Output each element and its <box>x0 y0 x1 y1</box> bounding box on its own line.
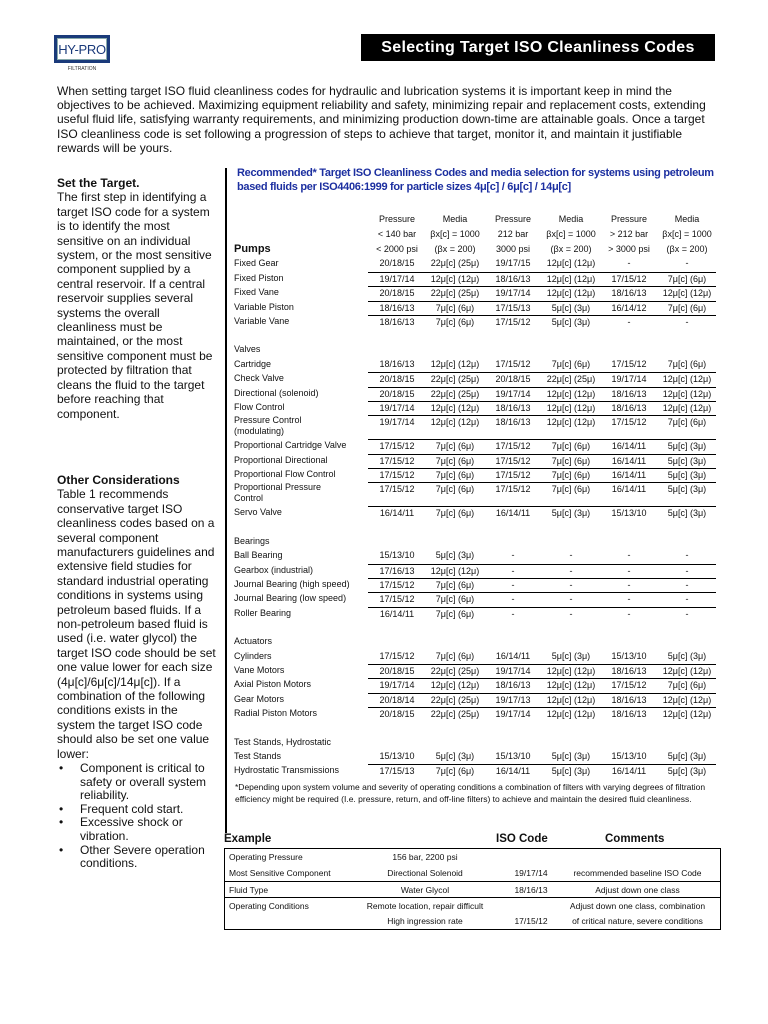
table-cell: 18/16/13 <box>368 301 426 315</box>
table-row <box>234 454 716 468</box>
table-cell: 12μ[c] (12μ) <box>658 664 716 678</box>
table-cell: 12μ[c] (12μ) <box>426 401 484 415</box>
component-name: Cylinders <box>234 650 272 661</box>
example-cell: Water Glycol <box>400 884 450 895</box>
table-cell: - <box>658 592 716 606</box>
table-cell: 5μ[c] (3μ) <box>658 764 716 778</box>
table-cell: 16/14/11 <box>600 439 658 453</box>
header-line: < 2000 psi <box>376 244 418 254</box>
page-title: Selecting Target ISO Cleanliness Codes <box>361 34 715 61</box>
table-cell: 17/15/12 <box>379 650 415 661</box>
logo-text: HY-PRO <box>58 41 106 57</box>
component-name: Hydrostatic Transmissions <box>234 765 340 776</box>
table-row <box>234 764 716 778</box>
table-cell: - <box>600 592 658 606</box>
logo-subtitle: FILTRATION <box>67 66 97 72</box>
table-cell: 19/17/14 <box>484 707 542 721</box>
table-cell: 7μ[c] (6μ) <box>542 454 600 468</box>
table-cell: 17/15/12 <box>368 468 426 482</box>
table-cell: 16/14/11 <box>600 454 658 468</box>
example-cell: Operating Pressure <box>229 852 303 862</box>
example-heading: Example <box>224 833 272 845</box>
table-cell: 7μ[c] (6μ) <box>658 301 716 315</box>
group-name: Valves <box>234 344 261 355</box>
list-item: • Frequent cold start. <box>57 803 217 817</box>
table-cell: 12μ[c] (12μ) <box>542 678 600 692</box>
table-cell: 19/17/14 <box>484 664 542 678</box>
example-cell: recommended baseline ISO Code <box>573 868 702 878</box>
set-target-text: The first step in identifying a target ISO code for a system is to identify the most sensitive on an individual system, or the most sensitive component supplied by a central reservoir. If a central reservoir supplies several systems the overall cleanliness must be maintained, or the most sensitive component must be protected by filtration that cleans the fluid to the target before reaching that component. <box>57 190 213 421</box>
table-cell: 15/13/10 <box>495 750 531 761</box>
table-cell: 17/15/12 <box>495 358 531 369</box>
table-row <box>234 607 716 621</box>
table-cell: 5μ[c] (3μ) <box>551 650 591 661</box>
component-name: Proportional Directional <box>234 454 328 465</box>
component-name: Flow Control <box>234 401 285 412</box>
header-line: Media <box>442 214 468 224</box>
table-row <box>234 578 716 592</box>
example-cell: 18/16/13 <box>514 884 548 895</box>
table-cell: 5μ[c] (3μ) <box>542 506 600 520</box>
table-cell: 22μ[c] (25μ) <box>426 707 484 721</box>
component-name: Servo Valve <box>234 507 282 518</box>
table-cell: 7μ[c] (6μ) <box>426 439 484 453</box>
example-cell: 19/17/14 <box>514 868 548 878</box>
table-cell: 16/14/11 <box>368 506 426 520</box>
table-cell: 12μ[c] (12μ) <box>426 678 484 692</box>
table-row <box>234 387 716 401</box>
table-cell: 5μ[c] (3μ) <box>435 550 475 561</box>
conditions-list <box>57 762 217 871</box>
table-cell: 12μ[c] (12μ) <box>542 415 600 439</box>
example-cell: Adjust down one class <box>595 884 680 895</box>
table-cell: 17/15/12 <box>484 439 542 453</box>
table-cell: 7μ[c] (6μ) <box>426 482 484 506</box>
table-cell: - <box>484 607 542 621</box>
table-cell: 7μ[c] (6μ) <box>426 454 484 468</box>
table-cell: - <box>569 550 573 561</box>
table-cell: 17/15/12 <box>368 439 426 453</box>
group-heading <box>234 635 716 649</box>
table-title: Recommended* Target ISO Cleanliness Codes and media selection for systems using petroleum based fluids per ISO4406:1999 for particle sizes 4μ[c] / 6μ[c] / 14μ[c] <box>237 167 714 193</box>
table-cell: 22μ[c] (25μ) <box>542 372 600 386</box>
component-name: Variable Vane <box>234 315 290 326</box>
table-cell: 19/17/13 <box>484 693 542 707</box>
example-cell: of critical nature, severe conditions <box>572 916 703 926</box>
table-cell: - <box>600 315 658 329</box>
group-name: Test Stands, Hydrostatic <box>234 736 332 747</box>
table-cell: - <box>542 592 600 606</box>
table-cell: 7μ[c] (6μ) <box>426 315 484 329</box>
component-name: Axial Piston Motors <box>234 679 312 690</box>
table-cell: 12μ[c] (12μ) <box>658 387 716 401</box>
table-cell: 7μ[c] (6μ) <box>542 468 600 482</box>
table-cell: - <box>627 258 631 269</box>
table-cell: 20/18/15 <box>379 258 415 269</box>
component-name: Proportional Flow Control <box>234 469 336 480</box>
component-name: Journal Bearing (low speed) <box>234 593 347 604</box>
table-cell: 12μ[c] (12μ) <box>426 415 484 439</box>
table-cell: 18/16/13 <box>600 401 658 415</box>
table-cell: 12μ[c] (12μ) <box>658 693 716 707</box>
header-line: > 3000 psi <box>608 244 650 254</box>
table-cell: 17/15/12 <box>484 468 542 482</box>
header-line: 3000 psi <box>495 244 531 254</box>
group-spacer <box>234 521 716 535</box>
table-cell: 7μ[c] (6μ) <box>435 650 475 661</box>
header-line: βx[c] = 1000 <box>662 229 712 239</box>
table-cell: 18/16/13 <box>600 707 658 721</box>
header-line: 212 bar <box>497 229 529 239</box>
table-cell: 17/15/12 <box>368 592 426 606</box>
table-cell: 12μ[c] (12μ) <box>430 358 480 369</box>
component-name: Gearbox (industrial) <box>234 564 314 575</box>
table-cell: 5μ[c] (3μ) <box>667 750 707 761</box>
component-name: Ball Bearing <box>234 550 283 561</box>
table-cell: 5μ[c] (3μ) <box>435 750 475 761</box>
table-cell: 17/16/13 <box>368 564 426 578</box>
table-cell: 7μ[c] (6μ) <box>658 678 716 692</box>
example-cell: 156 bar, 2200 psi <box>392 852 458 862</box>
component-name: Pressure Control (modulating) <box>234 415 302 437</box>
left-column <box>57 176 217 871</box>
table-cell: - <box>542 607 600 621</box>
table-cell: 17/15/12 <box>368 482 426 506</box>
table-cell: 18/16/13 <box>484 272 542 286</box>
group-name: Pumps <box>234 243 271 255</box>
table-cell: 12μ[c] (12μ) <box>658 401 716 415</box>
table-cell: - <box>484 592 542 606</box>
group-spacer <box>234 722 716 736</box>
table-row <box>234 439 716 453</box>
component-name: Roller Bearing <box>234 607 292 618</box>
group-heading <box>234 736 716 750</box>
table-cell: 22μ[c] (25μ) <box>430 258 480 269</box>
table-row <box>234 549 716 563</box>
table-cell: 18/16/13 <box>484 401 542 415</box>
hy-pro-logo <box>54 35 110 63</box>
table-cell: 12μ[c] (12μ) <box>542 401 600 415</box>
table-cell: 19/17/14 <box>484 387 542 401</box>
example-cell: Operating Conditions <box>229 900 309 911</box>
table-cell: 15/13/10 <box>379 750 415 761</box>
table-cell: 18/16/13 <box>484 678 542 692</box>
header-line: Pressure <box>378 214 415 224</box>
table-row <box>234 401 716 415</box>
table-cell: 19/17/14 <box>368 401 426 415</box>
group-heading <box>234 535 716 549</box>
component-name: Proportional Cartridge Valve <box>234 440 347 451</box>
table-cell: 7μ[c] (6μ) <box>667 358 707 369</box>
iso-code-heading: ISO Code <box>496 833 548 845</box>
table-cell: 7μ[c] (6μ) <box>426 506 484 520</box>
header-line: < 140 bar <box>377 229 417 239</box>
table-row <box>234 664 716 678</box>
group-heading <box>234 343 716 357</box>
header-line: (βx = 200) <box>550 244 592 254</box>
component-name: Proportional Pressure Control <box>234 482 322 504</box>
table-cell: 5μ[c] (3μ) <box>658 506 716 520</box>
table-cell: 16/14/12 <box>600 301 658 315</box>
table-cell: - <box>627 550 631 561</box>
table-cell: - <box>542 564 600 578</box>
header-line: > 212 bar <box>609 229 649 239</box>
table-cell: 7μ[c] (6μ) <box>426 592 484 606</box>
other-considerations-text: Table 1 recommends conservative target ISO cleanliness codes based on a several component manufacturers guidelines and extensive field studies for standard industrial operating conditions in systems using petroleum based fluids. If a non-petroleum based fluid is used (i.e. water glycol) the target ISO code should be set one value lower for each size (4μ[c]/6μ[c]/14μ[c]). If a combination of the following conditions exists in the system the target ISO code should also be set one value lower: <box>57 487 216 761</box>
table-row <box>234 506 716 520</box>
table-cell: 18/16/13 <box>600 387 658 401</box>
component-name: Journal Bearing (high speed) <box>234 579 350 590</box>
table-cell: 22μ[c] (25μ) <box>426 286 484 300</box>
table-cell: 16/14/11 <box>495 650 531 661</box>
example-row <box>225 897 720 913</box>
table-cell: 19/17/14 <box>368 272 426 286</box>
component-name: Check Valve <box>234 373 284 384</box>
table-cell: 5μ[c] (3μ) <box>542 301 600 315</box>
table-cell: 15/13/10 <box>611 750 647 761</box>
header-line: βx[c] = 1000 <box>430 229 480 239</box>
component-name: Directional (solenoid) <box>234 387 319 398</box>
group-name: Bearings <box>234 535 270 546</box>
header-line: Pressure <box>610 214 647 224</box>
table-cell: 5μ[c] (3μ) <box>551 750 591 761</box>
table-cell: 22μ[c] (25μ) <box>426 664 484 678</box>
table-cell: 17/15/12 <box>600 272 658 286</box>
table-cell: 12μ[c] (12μ) <box>542 664 600 678</box>
table-cell: 5μ[c] (3μ) <box>658 454 716 468</box>
table-cell: 17/15/13 <box>484 301 542 315</box>
table-cell: 18/16/13 <box>600 286 658 300</box>
list-item: • Excessive shock or vibration. <box>57 816 217 843</box>
table-cell: 19/17/14 <box>600 372 658 386</box>
table-cell: 12μ[c] (12μ) <box>426 272 484 286</box>
table-cell: 7μ[c] (6μ) <box>426 607 484 621</box>
table-cell: 12μ[c] (12μ) <box>658 372 716 386</box>
table-cell: 20/18/14 <box>368 693 426 707</box>
table-cell: - <box>658 315 716 329</box>
header-line: (βx = 200) <box>434 244 476 254</box>
list-item: • Component is critical to safety or overall system reliability. <box>57 762 217 803</box>
iso-code-table <box>234 243 716 779</box>
table-row <box>234 272 716 286</box>
table-cell: 18/16/13 <box>379 358 415 369</box>
table-cell: 5μ[c] (3μ) <box>658 439 716 453</box>
table-cell: 16/14/11 <box>484 506 542 520</box>
table-cell: 12μ[c] (12μ) <box>542 693 600 707</box>
table-cell: 20/18/15 <box>368 372 426 386</box>
table-cell: 16/14/11 <box>600 482 658 506</box>
table-row <box>234 482 716 506</box>
table-cell: - <box>658 564 716 578</box>
table-cell: 19/17/14 <box>484 286 542 300</box>
example-cell: High ingression rate <box>387 916 463 926</box>
example-row <box>225 881 720 897</box>
example-cell: Remote location, repair difficult <box>366 900 484 911</box>
table-row <box>234 301 716 315</box>
example-row <box>225 849 720 865</box>
table-cell: 16/14/11 <box>368 607 426 621</box>
table-cell: - <box>600 564 658 578</box>
table-cell: 15/13/10 <box>600 506 658 520</box>
table-cell: - <box>658 607 716 621</box>
table-cell: 7μ[c] (6μ) <box>551 358 591 369</box>
table-cell: - <box>600 607 658 621</box>
table-cell: 12μ[c] (12μ) <box>542 286 600 300</box>
table-cell: 22μ[c] (25μ) <box>426 372 484 386</box>
component-name: Fixed Piston <box>234 272 284 283</box>
table-cell: 5μ[c] (3μ) <box>658 482 716 506</box>
table-cell: 17/15/12 <box>368 454 426 468</box>
table-cell: 17/15/12 <box>368 578 426 592</box>
table-cell: 17/15/12 <box>484 315 542 329</box>
example-row <box>225 913 720 929</box>
component-name: Gear Motors <box>234 693 285 704</box>
example-cell: Adjust down one class, combination <box>569 900 706 911</box>
table-cell: 12μ[c] (12μ) <box>542 387 600 401</box>
table-row <box>234 358 716 372</box>
table-cell: 5μ[c] (3μ) <box>542 315 600 329</box>
header-line: βx[c] = 1000 <box>546 229 596 239</box>
table-cell: 7μ[c] (6μ) <box>426 301 484 315</box>
table-cell: 17/15/13 <box>368 764 426 778</box>
table-cell: 7μ[c] (6μ) <box>426 468 484 482</box>
set-target-heading: Set the Target. <box>57 176 140 190</box>
table-cell: 5μ[c] (3μ) <box>658 468 716 482</box>
example-table <box>224 848 721 930</box>
group-spacer <box>234 621 716 635</box>
table-cell: - <box>542 578 600 592</box>
component-name: Variable Piston <box>234 301 294 312</box>
table-cell: - <box>658 578 716 592</box>
table-cell: 7μ[c] (6μ) <box>426 578 484 592</box>
table-cell: 22μ[c] (25μ) <box>426 693 484 707</box>
table-cell: 5μ[c] (3μ) <box>542 764 600 778</box>
example-cell: Fluid Type <box>229 884 269 895</box>
table-cell: 12μ[c] (12μ) <box>546 258 596 269</box>
table-row <box>234 592 716 606</box>
component-name: Fixed Vane <box>234 287 279 298</box>
table-cell: 12μ[c] (12μ) <box>542 272 600 286</box>
table-cell: 5μ[c] (3μ) <box>667 650 707 661</box>
table-cell: 12μ[c] (12μ) <box>542 707 600 721</box>
table-cell: 17/15/12 <box>600 678 658 692</box>
table-cell: 18/16/13 <box>484 415 542 439</box>
group-spacer <box>234 329 716 343</box>
table-cell: 7μ[c] (6μ) <box>542 482 600 506</box>
table-cell: - <box>484 578 542 592</box>
component-name: Fixed Gear <box>234 258 279 269</box>
table-cell: 16/14/11 <box>600 764 658 778</box>
component-name: Radial Piston Motors <box>234 708 318 719</box>
example-cell: Directional Solenoid <box>387 868 463 878</box>
table-cell: 18/16/13 <box>368 315 426 329</box>
table-cell: 16/14/11 <box>600 468 658 482</box>
component-name: Vane Motors <box>234 664 285 675</box>
comments-heading: Comments <box>605 833 665 845</box>
table-cell: 20/18/15 <box>368 664 426 678</box>
footnote: *Depending upon system volume and severity of operating conditions a combination of filters with varying degrees of filtration efficiency might be required (I.e. pressure, return, and off-line filters) to achieve and maintain the desired fluid cleanliness. <box>235 782 706 804</box>
table-row <box>234 315 716 329</box>
table-cell: 7μ[c] (6μ) <box>658 272 716 286</box>
component-name: Test Stands <box>234 750 282 761</box>
table-cell: 17/15/12 <box>600 415 658 439</box>
other-considerations-heading: Other Considerations <box>57 472 180 487</box>
table-row <box>234 750 716 764</box>
example-row <box>225 865 720 881</box>
table-cell: 12μ[c] (12μ) <box>658 707 716 721</box>
header-line: Pressure <box>494 214 531 224</box>
table-row <box>234 650 716 664</box>
table-cell: 7μ[c] (6μ) <box>426 764 484 778</box>
example-cell: Most Sensitive Component <box>229 868 331 878</box>
table-cell: - <box>511 550 515 561</box>
list-item: • Other Severe operation conditions. <box>57 844 217 871</box>
table-cell: 22μ[c] (25μ) <box>426 387 484 401</box>
table-cell: 19/17/14 <box>368 415 426 439</box>
table-cell: 17/15/12 <box>611 358 647 369</box>
table-cell: 20/18/15 <box>484 372 542 386</box>
table-cell: 20/18/15 <box>368 286 426 300</box>
group-heading <box>234 243 716 257</box>
table-row <box>234 693 716 707</box>
group-name: Actuators <box>234 636 273 647</box>
table-cell: 17/15/12 <box>484 454 542 468</box>
table-row <box>234 415 716 439</box>
table-cell: 7μ[c] (6μ) <box>542 439 600 453</box>
table-cell: 15/13/10 <box>379 550 415 561</box>
table-row <box>234 372 716 386</box>
table-cell: - <box>685 258 689 269</box>
table-cell: 20/18/15 <box>368 387 426 401</box>
column-divider <box>225 168 227 833</box>
table-cell: 12μ[c] (12μ) <box>658 286 716 300</box>
component-name: Cartridge <box>234 358 272 369</box>
table-cell: 15/13/10 <box>611 650 647 661</box>
table-cell: 18/16/13 <box>600 664 658 678</box>
header-line: (βx = 200) <box>666 244 708 254</box>
table-cell: 16/14/11 <box>484 764 542 778</box>
header-line: Media <box>674 214 700 224</box>
table-cell: 19/17/15 <box>495 258 531 269</box>
table-cell: - <box>484 564 542 578</box>
table-cell: 7μ[c] (6μ) <box>658 415 716 439</box>
table-row <box>234 678 716 692</box>
table-row <box>234 468 716 482</box>
table-row <box>234 707 716 721</box>
table-cell: 18/16/13 <box>600 693 658 707</box>
intro-paragraph: When setting target ISO fluid cleanliness codes for hydraulic and lubrication systems it is important keep in mind the objectives to be achieved. Maximizing equipment reliability and safety, minimizing repair and replacement costs, extending useful fluid life, satisfying warranty requirements, and minimizing production down-time are attainable goals. Once a target ISO cleanliness code is set following a progression of steps to achieve that target, monitor it, and maintain it justifiable rewards will be yours. <box>57 84 706 155</box>
table-cell: - <box>685 550 689 561</box>
table-row <box>234 286 716 300</box>
table-cell: 12μ[c] (12μ) <box>426 564 484 578</box>
table-cell: - <box>600 578 658 592</box>
table-cell: 17/15/12 <box>484 482 542 506</box>
table-cell: 19/17/14 <box>368 678 426 692</box>
table-row <box>234 257 716 271</box>
table-row <box>234 564 716 578</box>
header-line: Media <box>558 214 584 224</box>
example-cell: 17/15/12 <box>514 916 548 926</box>
table-cell: 20/18/15 <box>368 707 426 721</box>
